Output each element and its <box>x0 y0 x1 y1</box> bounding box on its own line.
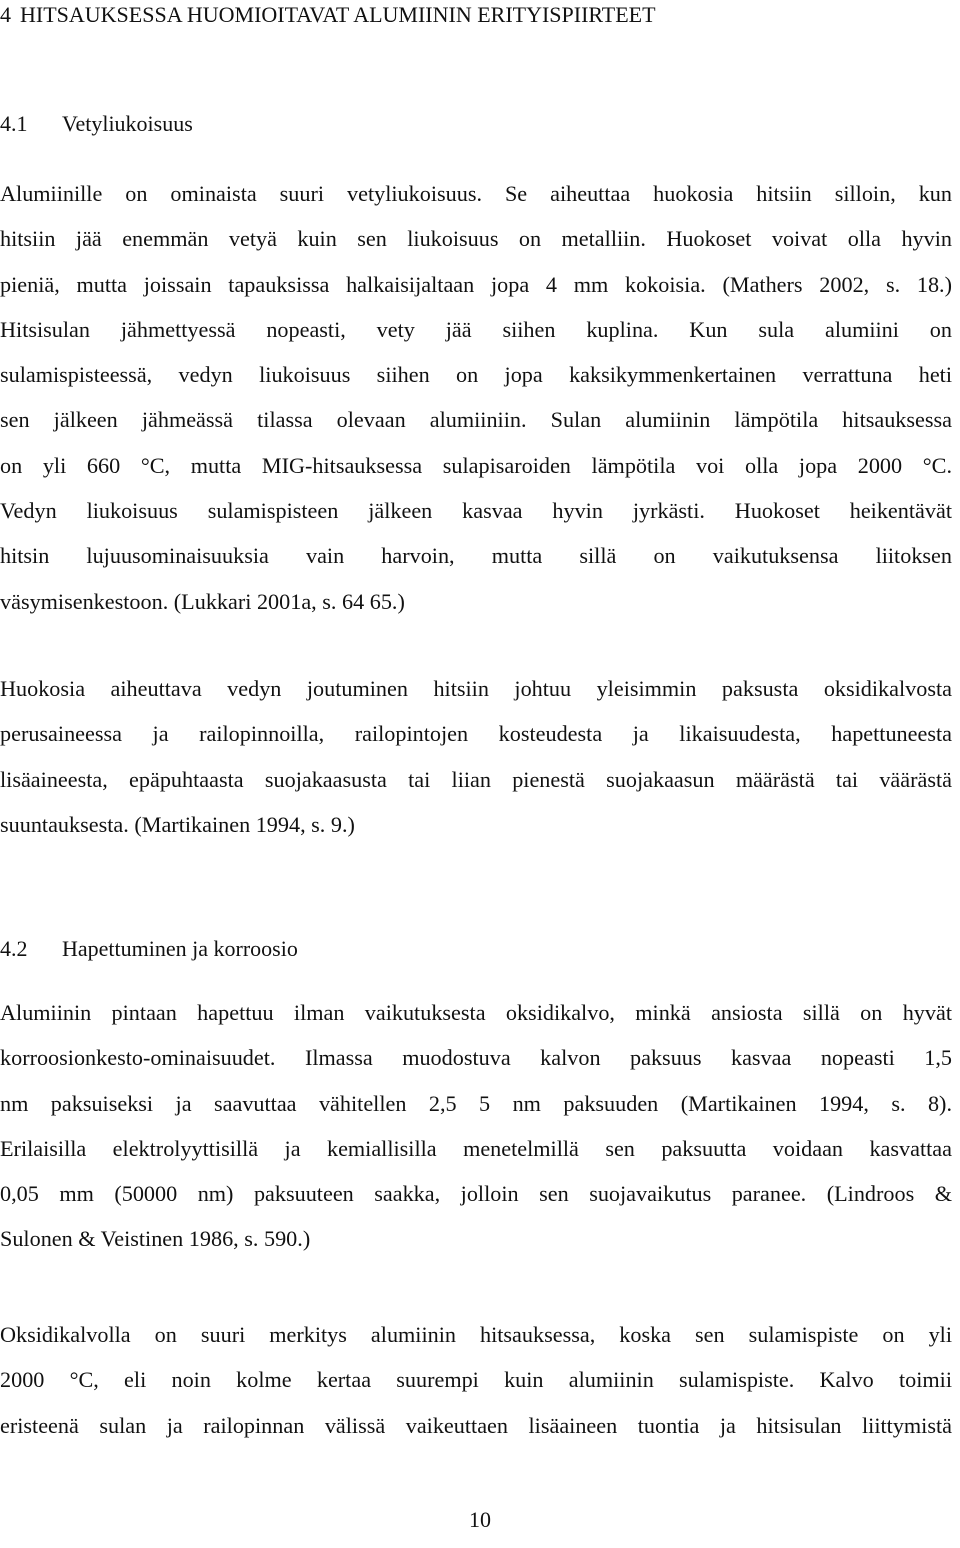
text-line: hitsin lujuusominaisuuksia vain harvoin, mutta sillä on vaikutuksensa liitoksen <box>0 543 952 569</box>
text-line: Huokosia aiheuttava vedyn joutuminen hitsiin johtuu yleisimmin paksusta oksidikalvosta <box>0 676 952 701</box>
text-line: 2000 °C, eli noin kolme kertaa suurempi kuin alumiinin sulamispiste. Kalvo toimii <box>0 1367 952 1393</box>
paragraph-porosity-causes <box>0 666 952 847</box>
paragraph-oxide-layer <box>0 990 952 1262</box>
text-line: hitsiin jää enemmän vetyä kuin sen liukoisuus on metalliin. Huokoset voivat olla hyvin <box>0 226 952 252</box>
text-line: lisäaineesta, epäpuhtaasta suojakaasusta tai liian pienestä suojakaasun määrästä tai väärästä <box>0 766 952 792</box>
section-number: 4.2 <box>0 936 28 961</box>
text-line: Oksidikalvolla on suuri merkitys alumiinin hitsauksessa, koska sen sulamispiste on yli <box>0 1322 952 1347</box>
text-line: sulamispisteessä, vedyn liukoisuus siihen on jopa kaksikymmenkertainen verrattuna heti <box>0 362 952 388</box>
text-line: sen jälkeen jähmeässä tilassa olevaan alumiiniin. Sulan alumiinin lämpötila hitsauksessa <box>0 407 952 433</box>
text-line: suuntauksesta. (Martikainen 1994, s. 9.) <box>0 811 355 837</box>
section-number: 4.1 <box>0 111 28 136</box>
text-line: nm paksuiseksi ja saavuttaa vähitellen 2,5 5 nm paksuuden (Martikainen 1994, s. 8). <box>0 1090 952 1116</box>
section-heading-4-1 <box>0 109 193 139</box>
text-line: Erilaisilla elektrolyyttisillä ja kemiallisilla menetelmillä sen paksuutta voidaan kasvattaa <box>0 1135 952 1161</box>
text-line: pieniä, mutta joissain tapauksissa halkaisijaltaan jopa 4 mm kokoisia. (Mathers 2002, s. 18.) <box>0 271 952 297</box>
section-title: Vetyliukoisuus <box>62 111 193 136</box>
text-line: Vedyn liukoisuus sulamispisteen jälkeen kasvaa hyvin jyrkästi. Huokoset heikentävät <box>0 498 952 524</box>
text-line: väsymisenkestoon. (Lukkari 2001a, s. 64 65.) <box>0 588 405 614</box>
text-line: Hitsisulan jähmettyessä nopeasti, vety jää siihen kuplina. Kun sula alumiini on <box>0 316 952 342</box>
chapter-number: 4 <box>0 2 11 27</box>
text-line: perusaineessa ja railopinnoilla, railopintojen kosteudesta ja likaisuudesta, hapettuneesta <box>0 721 952 747</box>
section-heading-4-2 <box>0 934 298 964</box>
text-line: Alumiinin pintaan hapettuu ilman vaikutuksesta oksidikalvo, minkä ansiosta sillä on hyvät <box>0 1000 952 1025</box>
text-line: korroosionkesto-ominaisuudet. Ilmassa muodostuva kalvon paksuus kasvaa nopeasti 1,5 <box>0 1045 952 1071</box>
paragraph-hydrogen-solubility <box>0 171 952 624</box>
text-line: Alumiinille on ominaista suuri vetyliukoisuus. Se aiheuttaa huokosia hitsiin silloin, kun <box>0 181 952 206</box>
section-title: Hapettuminen ja korroosio <box>62 936 298 961</box>
chapter-heading <box>0 0 656 30</box>
text-line: eristeenä sulan ja railopinnan välissä vaikeuttaen lisäaineen tuontia ja hitsisulan liittymistä <box>0 1412 952 1438</box>
chapter-title: HITSAUKSESSA HUOMIOITAVAT ALUMIININ ERITYISPIIRTEET <box>20 2 656 27</box>
text-line: Sulonen & Veistinen 1986, s. 590.) <box>0 1226 311 1252</box>
paragraph-oxide-significance <box>0 1312 952 1448</box>
page-number: 10 <box>469 1507 491 1532</box>
text-line: 0,05 mm (50000 nm) paksuuteen saakka, jolloin sen suojavaikutus paranee. (Lindroos & <box>0 1181 952 1207</box>
text-line: on yli 660 °C, mutta MIG-hitsauksessa sulapisaroiden lämpötila voi olla jopa 2000 °C. <box>0 452 952 478</box>
